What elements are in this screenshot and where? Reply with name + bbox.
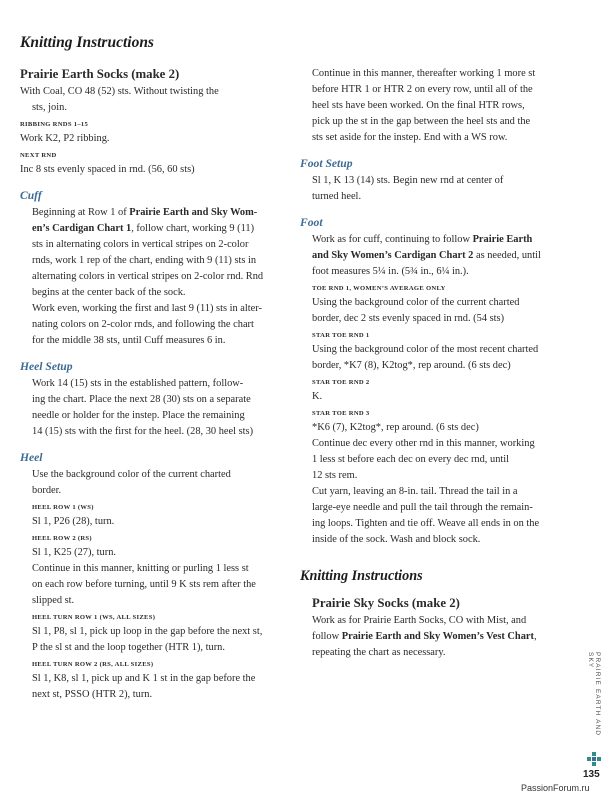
foot-heading: Foot bbox=[300, 216, 323, 229]
foot-setup-line: turned heel. bbox=[312, 191, 362, 202]
next-rnd-label: NEXT RND bbox=[20, 152, 57, 159]
heel-intro-line: Use the background color of the current charted bbox=[32, 469, 231, 480]
foot-line: Work as for cuff, continuing to follow Prairie Earth bbox=[312, 234, 533, 245]
heel-intro-line: border. bbox=[32, 485, 62, 496]
heel-turn2-line: next st, PSSO (HTR 2), turn. bbox=[32, 689, 153, 700]
star-cont-line: 12 sts rem. bbox=[312, 470, 358, 481]
section-title: Knitting Instructions bbox=[300, 568, 423, 584]
heel-cont-line: on each row before turning, until 9 K sts rem after the bbox=[32, 579, 256, 590]
heel-row2-text: Sl 1, K25 (27), turn. bbox=[32, 547, 116, 558]
star2-label: STAR TOE RND 2 bbox=[312, 379, 370, 386]
heel-setup-line: Work 14 (15) sts in the established pattern, follow- bbox=[32, 378, 244, 389]
watermark: PassionForum.ru bbox=[521, 783, 590, 793]
heel-row1-text: Sl 1, P26 (28), turn. bbox=[32, 516, 115, 527]
cuff-line: Work even, working the first and last 9 (11) sts in alter- bbox=[32, 303, 262, 314]
heel-turn1-line: Sl 1, P8, sl 1, pick up loop in the gap before the next st, bbox=[32, 626, 263, 637]
star1-line: Using the background color of the most recent charted bbox=[312, 344, 539, 355]
heel-cont-line: slipped st. bbox=[32, 595, 75, 606]
page-title: Knitting Instructions bbox=[20, 34, 154, 51]
heel-turn2-label: HEEL TURN ROW 2 (RS, ALL SIZES) bbox=[32, 661, 154, 668]
pattern-title: Prairie Sky Socks (make 2) bbox=[312, 596, 460, 610]
toe1-label: TOE RND 1, WOMEN’S AVERAGE ONLY bbox=[312, 285, 446, 292]
ribbing-text: Work K2, P2 ribbing. bbox=[20, 133, 110, 144]
star-cont-line: 1 less st before each dec on every dec rnd, until bbox=[312, 454, 510, 465]
heel-heading: Heel bbox=[20, 451, 43, 464]
foot-setup-line: Sl 1, K 13 (14) sts. Begin new rnd at center of bbox=[312, 175, 504, 186]
continue-line: pick up the st in the gap between the heel sts and the bbox=[312, 116, 531, 127]
foot-line: and Sky Women’s Cardigan Chart 2 as needed, until bbox=[312, 250, 541, 261]
pattern-title: Prairie Earth Socks (make 2) bbox=[20, 67, 180, 81]
finish-line: inside of the sock. Wash and block sock. bbox=[312, 534, 481, 545]
finish-line: large-eye needle and pull the tail through the remain- bbox=[312, 502, 533, 513]
ribbing-label: RIBBING RNDS 1–15 bbox=[20, 121, 89, 128]
sky-line: Work as for Prairie Earth Socks, CO with Mist, and bbox=[312, 615, 527, 626]
cuff-line: en’s Cardigan Chart 1, follow chart, working 9 (11) bbox=[32, 223, 255, 234]
heel-turn1-line: P the sl st and the loop together (HTR 1), turn. bbox=[32, 642, 225, 653]
star3-label: STAR TOE RND 3 bbox=[312, 410, 370, 417]
cuff-line: nating colors on 2-color rnds, and following the chart bbox=[32, 319, 254, 330]
heel-row2-label: HEEL ROW 2 (RS) bbox=[32, 535, 92, 542]
star3-text: *K6 (7), K2tog*, rep around. (6 sts dec) bbox=[312, 422, 479, 433]
finish-line: ing loops. Tighten and tie off. Weave all ends in on the bbox=[312, 518, 540, 529]
continue-line: heel sts have been worked. On the final HTR rows, bbox=[312, 100, 525, 111]
continue-line: sts set aside for the instep. End with a WS row. bbox=[312, 132, 508, 143]
right-column bbox=[300, 66, 558, 661]
star-cont-line: Continue dec every other rnd in this manner, working bbox=[312, 438, 535, 449]
heel-turn1-label: HEEL TURN ROW 1 (WS, ALL SIZES) bbox=[32, 614, 156, 621]
cuff-line: rnds, work 1 rep of the chart, ending with 9 (11) sts in bbox=[32, 255, 257, 266]
heel-setup-line: needle or holder for the instep. Place the remaining bbox=[32, 410, 245, 421]
side-caption: PRAIRIE EARTH AND SKY bbox=[587, 652, 601, 737]
continue-line: before HTR 1 or HTR 2 on every row, until all of the bbox=[312, 84, 533, 95]
page-number: 135 bbox=[583, 769, 600, 780]
cuff-line: Beginning at Row 1 of Prairie Earth and Sky Wom- bbox=[32, 207, 258, 218]
heel-setup-heading: Heel Setup bbox=[20, 360, 73, 373]
next-rnd-text: Inc 8 sts evenly spaced in rnd. (56, 60 sts) bbox=[20, 164, 195, 175]
finish-line: Cut yarn, leaving an 8-in. tail. Thread the tail in a bbox=[312, 486, 518, 497]
continue-line: Continue in this manner, thereafter working 1 more st bbox=[312, 68, 536, 79]
cuff-line: begins at the center back of the sock. bbox=[32, 287, 186, 298]
left-column bbox=[20, 66, 282, 703]
heel-cont-line: Continue in this manner, knitting or purling 1 less st bbox=[32, 563, 249, 574]
star1-label: STAR TOE RND 1 bbox=[312, 332, 370, 339]
heel-setup-line: 14 (15) sts with the first for the heel. (28, 30 heel sts) bbox=[32, 426, 254, 437]
heel-setup-line: ing the chart. Place the next 28 (30) sts on a separate bbox=[32, 394, 251, 405]
cuff-line: for the middle 38 sts, until Cuff measures 6 in. bbox=[32, 335, 226, 346]
foot-line: foot measures 5¼ in. (5¾ in., 6¼ in.). bbox=[312, 266, 469, 277]
cuff-line: sts in alternating colors in vertical stripes on 2-color bbox=[32, 239, 249, 250]
star1-line: border, *K7 (8), K2tog*, rep around. (6 sts dec) bbox=[312, 360, 511, 371]
cuff-heading: Cuff bbox=[20, 189, 42, 202]
quilt-block-icon bbox=[587, 752, 601, 766]
sky-line: repeating the chart as necessary. bbox=[312, 647, 446, 658]
toe1-line: Using the background color of the current charted bbox=[312, 297, 520, 308]
toe1-line: border, dec 2 sts evenly spaced in rnd. (54 sts) bbox=[312, 313, 505, 324]
star2-text: K. bbox=[312, 391, 323, 402]
intro-line: sts, join. bbox=[32, 102, 67, 113]
foot-setup-heading: Foot Setup bbox=[300, 157, 353, 170]
heel-row1-label: HEEL ROW 1 (WS) bbox=[32, 504, 94, 511]
cuff-line: alternating colors in vertical stripes on 2-color rnd. Rnd bbox=[32, 271, 264, 282]
intro-line: With Coal, CO 48 (52) sts. Without twisting the bbox=[20, 86, 219, 97]
sky-line: follow Prairie Earth and Sky Women’s Vest Chart, bbox=[312, 631, 537, 642]
heel-turn2-line: Sl 1, K8, sl 1, pick up and K 1 st in the gap before the bbox=[32, 673, 256, 684]
